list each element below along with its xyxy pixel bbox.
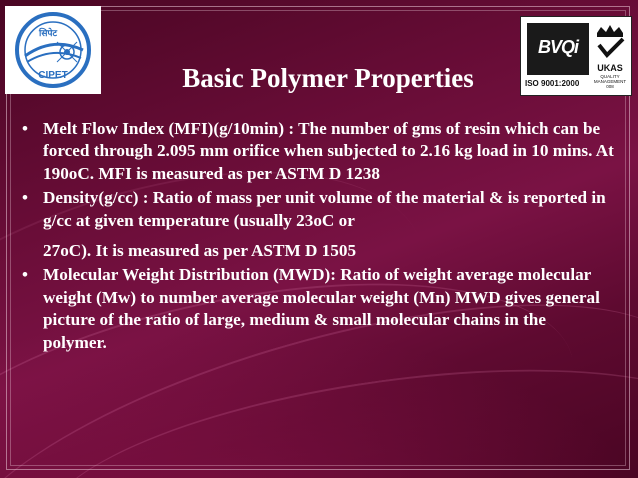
bullet-symbol: • [22,188,28,208]
bullet-item-mfi [22,118,614,185]
bullet-text: Molecular Weight Distribution (MWD): Ratio of weight average molecular weight (Mw) to number average molecular weight (Mn) MWD gives general picture of the ratio of large, medium & small molecular chains in the polymer. [43,265,600,352]
iso-certification-text: ISO 9001:2000 [525,79,580,88]
ukas-number: 008 [606,84,614,89]
bullet-list [22,118,614,356]
bullet-symbol: • [22,119,28,138]
ukas-badge [591,23,629,91]
bullet-item-density [22,187,614,262]
bullet-text-continuation: 27oC). It is measured as per ASTM D 1505 [43,241,357,261]
ukas-subtitle [591,74,629,89]
cipet-name-text: CIPET [38,70,68,81]
bullet-text: Density(g/cc) : Ratio of mass per unit volume of the material & is reported in g/cc at given temperature (usually 23oC or [43,188,606,230]
ukas-label: UKAS [597,63,623,73]
bullet-symbol: • [22,265,28,285]
bvqi-ukas-logo [520,16,632,96]
ukas-sub-text: QUALITY MANAGEMENT [593,74,627,84]
crown-check-icon [591,23,629,63]
bullet-text: Melt Flow Index (MFI)(g/10min) : The number of gms of resin which can be forced through 2.095 mm orifice when subjected to 2.16 kg load in 10 mins. At 190oC. MFI is measured as per ASTM D 1238 [43,119,614,183]
cipet-logo-icon [5,6,101,94]
cipet-logo [5,6,101,94]
cipet-hindi-text: सिपेट [39,29,58,39]
bvqi-badge [527,23,589,75]
slide-title: Basic Polymer Properties [182,63,474,93]
bvqi-brand: BVQi [537,37,578,57]
bullet-item-mwd [22,264,614,354]
